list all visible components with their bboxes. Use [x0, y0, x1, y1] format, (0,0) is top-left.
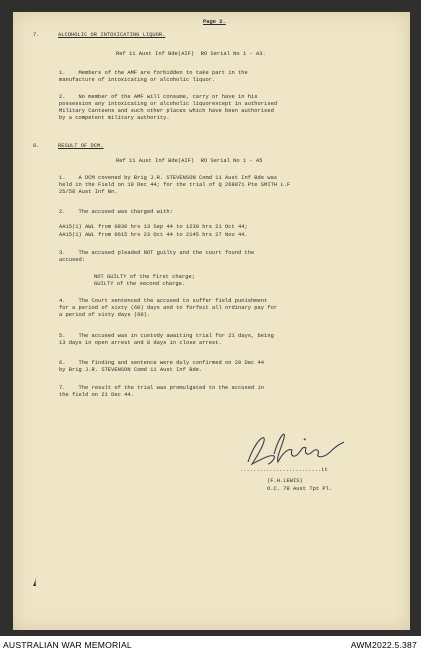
- section-8-para-5-line-2: 13 days in open arrest and 8 days in close arrest.: [59, 340, 222, 346]
- section-8-para-4-line-1: 4. The Court sentenced the accused to suffer field punishment: [59, 298, 268, 304]
- section-8-para-2: 2. The accused was charged with:: [59, 209, 173, 215]
- section-8-para-3-line-1: 3. The accused pleaded NOT guilty and the court found the: [59, 250, 255, 256]
- section-7-para-1-line-1: 1. Members of the AMF are forbidden to take part in the: [59, 70, 248, 76]
- section-7-number: 7.: [33, 32, 40, 38]
- section-7-para-2-line-3: Military Canteens and such other places which have been authorised: [59, 108, 274, 114]
- section-8-para-1-line-1: 1. A DCM covened by Brig J.R. STEVENSON Comd 11 Aust Inf Bde was: [59, 175, 278, 181]
- section-7-title: ALCOHOLIC OR INTOXICATING LIQUOR.: [58, 32, 166, 38]
- section-8-para-1-line-3: 25/58 Aust Inf Bn.: [59, 189, 118, 195]
- section-8-para-6-line-2: by Brig J.R. STEVENSON Comd 11 Aust Inf Bde.: [59, 367, 203, 373]
- section-7-para-2-line-2: possession any intoxicating or alcoholic liquorexcept in authorised: [59, 101, 278, 107]
- section-8-para-7-line-1: 7. The result of the trial was promulgated to the accused in: [59, 385, 265, 391]
- section-8-number: 8.: [33, 143, 40, 149]
- section-8-title: RESULT OF DCM.: [58, 143, 104, 149]
- handwritten-signature: [240, 424, 350, 472]
- section-8-para-4-line-3: a period of sixty days (60).: [59, 312, 151, 318]
- section-7-para-2-line-4: by a competent military authority.: [59, 115, 170, 121]
- charge-2: AA15(1) AWL from 0615 hrs 23 Oct 44 to 2145 hrs 27 Nov 44.: [59, 232, 248, 238]
- signatory-title: O.C. 78 Aust Tpt Pl.: [267, 486, 333, 492]
- section-8-para-5-line-1: 5. The accused was in custody awaiting trial for 21 days, being: [59, 333, 274, 339]
- section-7-reference: Ref 11 Aust Inf Bde(AIF) RO Serial No 1 - A3.: [116, 51, 266, 57]
- signature-line: .........................Lt: [240, 467, 328, 473]
- signatory-name: (F.H.LEWIS): [267, 478, 303, 484]
- finding-1: NOT GUILTY of the first charge;: [94, 274, 195, 280]
- section-8-para-6-line-1: 6. The finding and sentence were duly confirmed on 20 Dec 44: [59, 360, 265, 366]
- section-7-para-2-line-1: 2. No member of the AMF will consume, carry or have in his: [59, 94, 258, 100]
- section-8-reference: Ref 11 Aust Inf Bde(AIF) RO Serial No 1 - A5: [116, 158, 263, 164]
- section-8-para-3-line-2: accused:: [59, 257, 86, 263]
- charge-1: AA15(1) AWL from 0830 hrs 13 Sep 44 to 1230 hrs 21 Oct 44;: [59, 224, 248, 230]
- section-8-para-1-line-2: held in the Field on 19 Dec 44; for the trial of Q 268871 Pte SMITH L.F: [59, 182, 291, 188]
- footer-accession-number: AWM2022.5.387: [350, 640, 417, 650]
- ink-mark-icon: [30, 572, 40, 588]
- finding-2: GUILTY of the second charge.: [94, 281, 186, 287]
- page-header: Page 2.: [203, 19, 226, 25]
- section-7-para-1-line-2: manufacture of intoxicating or alcoholic liquor.: [59, 77, 216, 83]
- footer-institution: AUSTRALIAN WAR MEMORIAL: [3, 640, 132, 650]
- section-8-para-4-line-2: for a period of sixty (60) days and to forfeit all ordinary pay for: [59, 305, 278, 311]
- section-8-para-7-line-2: the field on 21 Dec 44.: [59, 392, 134, 398]
